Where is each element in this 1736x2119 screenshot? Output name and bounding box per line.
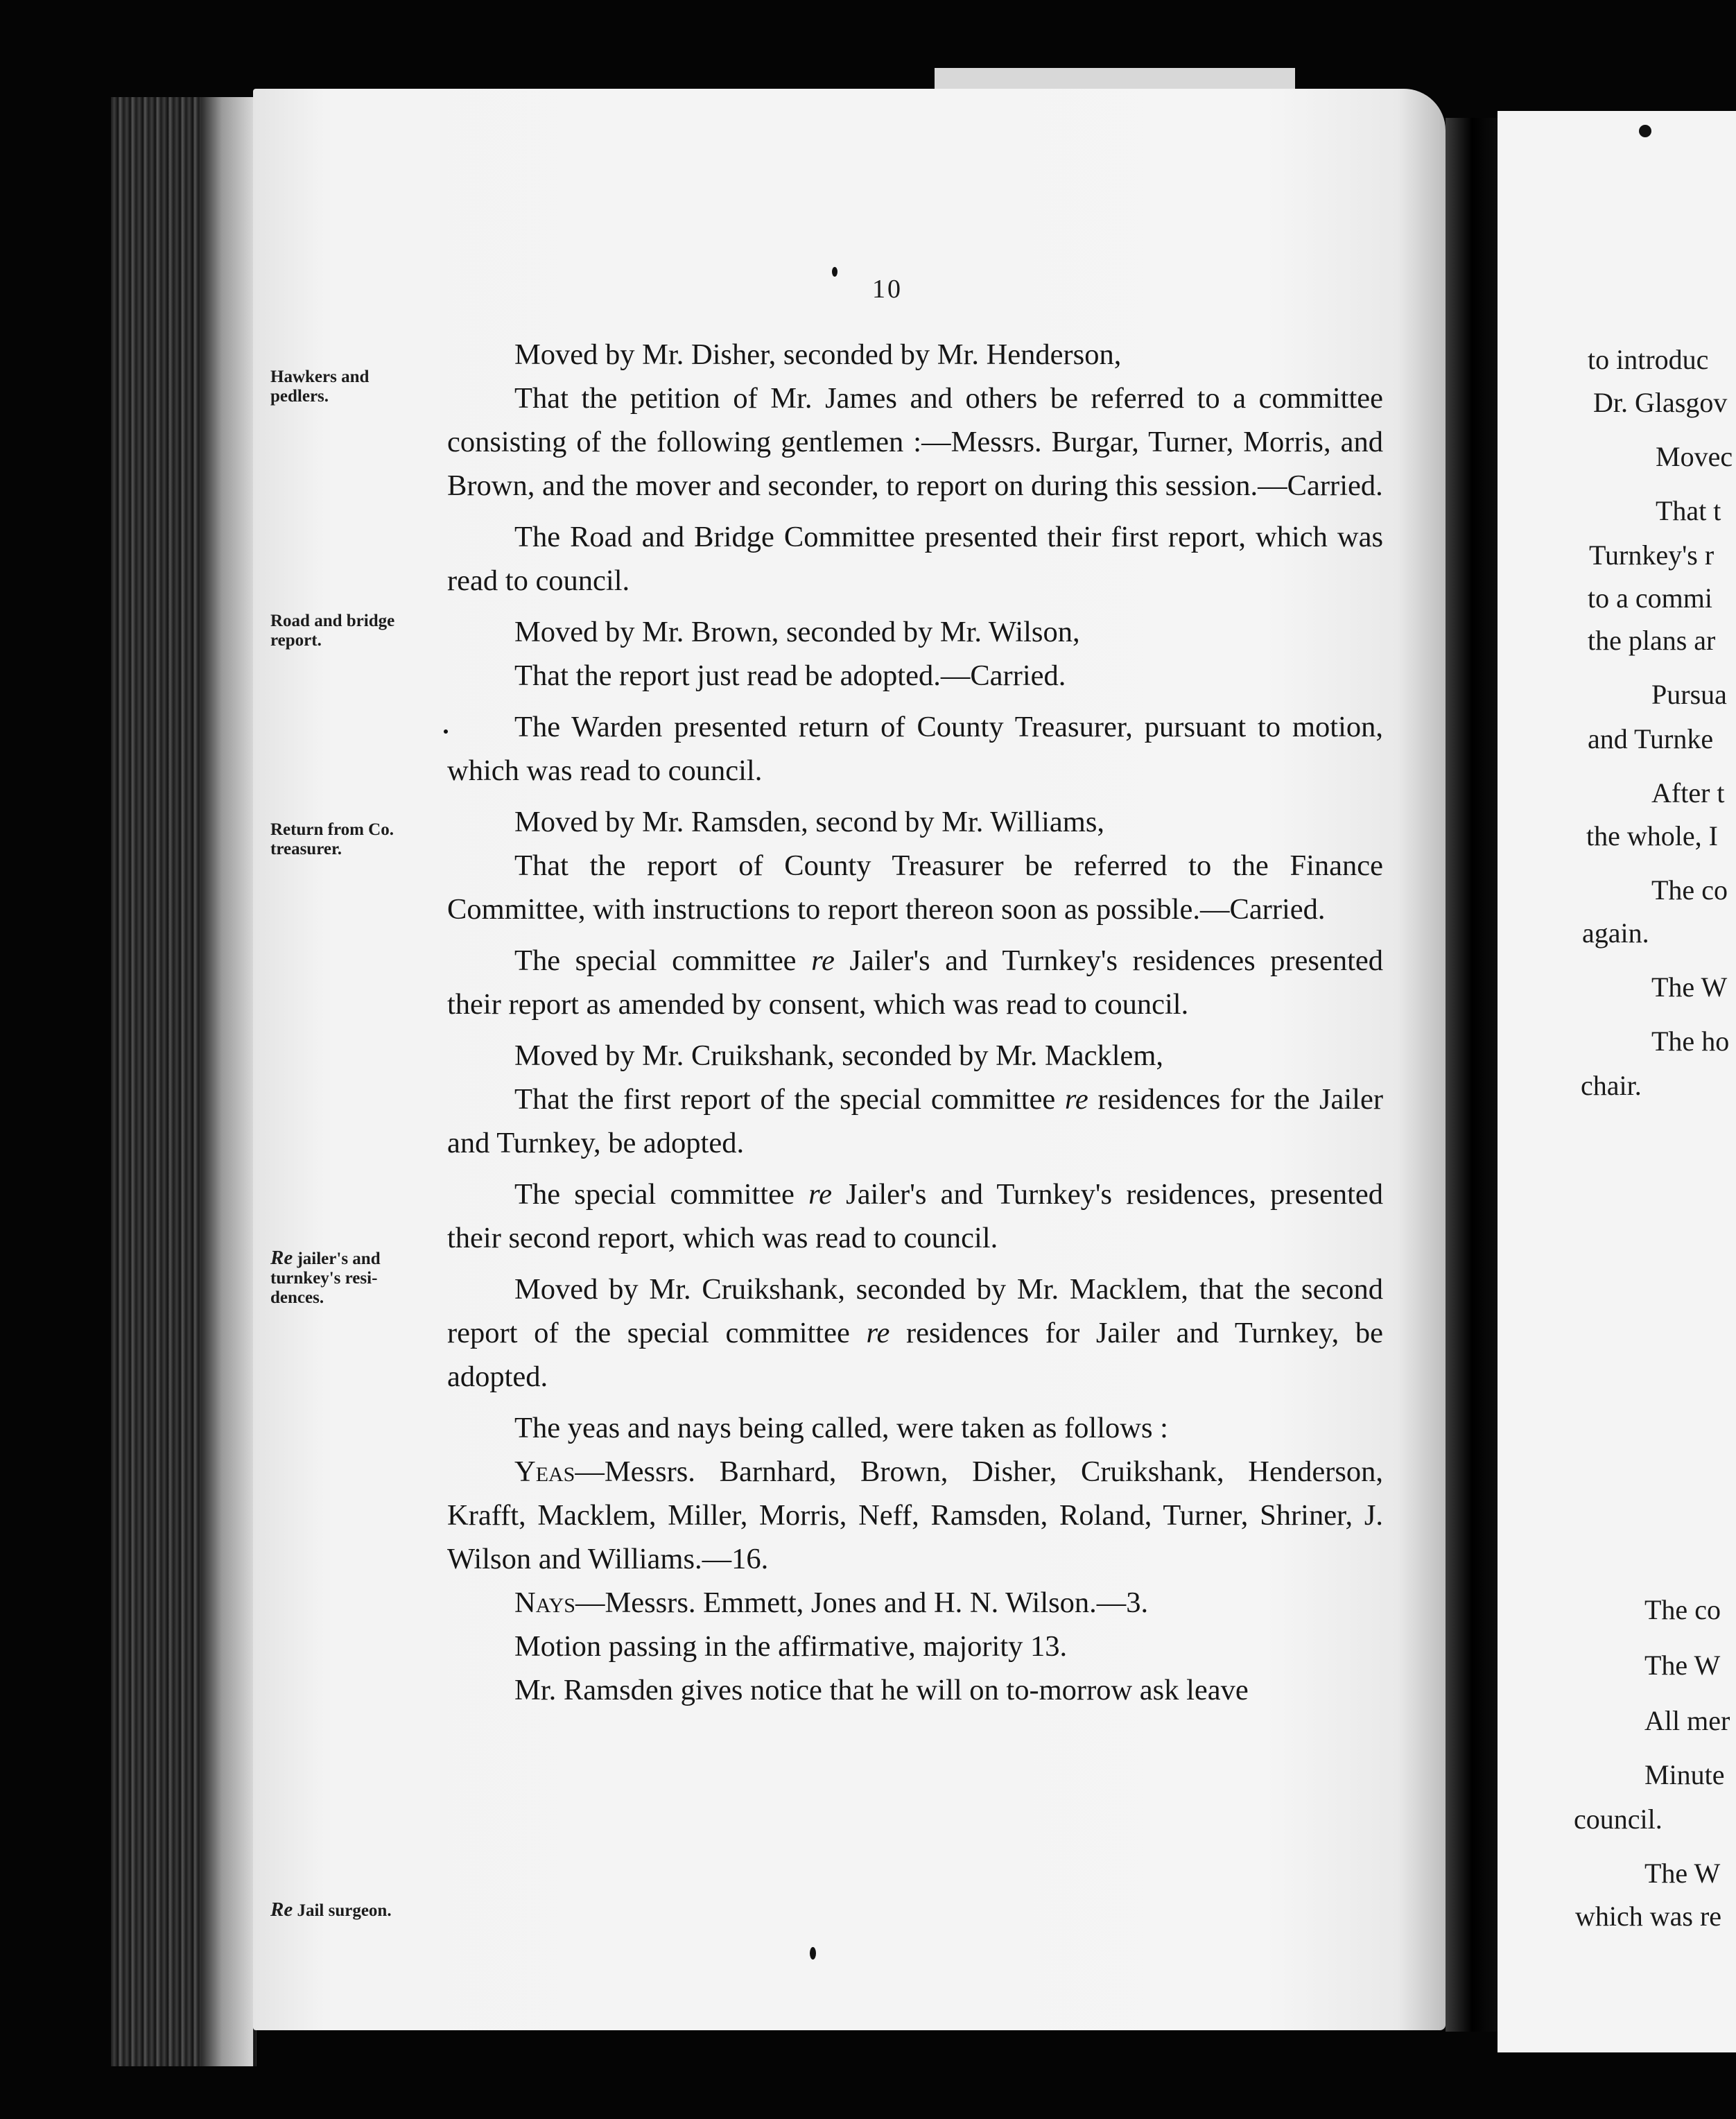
facing-page — [1498, 111, 1736, 2052]
facing-line: Minute — [1644, 1759, 1725, 1790]
scan-speck — [1639, 125, 1651, 137]
margin-note-treasurer — [270, 820, 440, 859]
margin-note-lead: Re — [270, 1247, 293, 1269]
facing-line: the plans ar — [1588, 625, 1716, 656]
margin-note-line: pedlers. — [270, 387, 329, 406]
margin-note-jail-surgeon — [270, 1900, 440, 1921]
margin-note-line: jailer's and — [297, 1249, 381, 1268]
re-abbreviation: re — [808, 1178, 832, 1211]
nays-label: Nays — [514, 1586, 575, 1619]
scan-speck — [444, 729, 448, 734]
paragraph: That the report just read be adopted.—Carried. — [514, 659, 1066, 692]
margin-note-hawkers — [270, 367, 440, 406]
page-body — [447, 333, 1383, 1712]
margin-note-line: dences. — [270, 1288, 324, 1307]
paragraph: Moved by Mr. Cruikshank, seconded by Mr. Macklem, — [514, 1039, 1164, 1072]
facing-line: The co — [1651, 874, 1728, 906]
paragraph: Mr. Ramsden gives notice that he will on to-morrow ask leave — [514, 1674, 1249, 1706]
margin-note-road-bridge — [270, 612, 440, 650]
facing-line: again. — [1582, 917, 1649, 949]
paragraph: The yeas and nays being called, were taken as follows : — [514, 1412, 1168, 1444]
margin-note-line: treasurer. — [270, 840, 342, 858]
paragraph: Motion passing in the affirmative, majority 13. — [514, 1630, 1068, 1663]
paragraph: Moved by Mr. Ramsden, second by Mr. Williams, — [514, 806, 1104, 838]
facing-line: Turnkey's r — [1589, 539, 1715, 571]
facing-line: Movec — [1656, 441, 1733, 472]
facing-line: the whole, I — [1586, 820, 1718, 851]
paragraph: Moved by Mr. Cruikshank, seconded by Mr. Macklem, that the second report of the special committee re residences for Jailer and Turnkey, be adopted. — [447, 1273, 1383, 1393]
paragraph: That the report of County Treasurer be referred to the Finance Committee, with instructions to report thereon soon as possible.—Carried. — [447, 849, 1383, 926]
paragraph: The special committee re Jailer's and Turnkey's residences, presented their second report, which was read to council. — [447, 1178, 1383, 1254]
yeas-paragraph: Yeas—Messrs. Barnhard, Brown, Disher, Cruikshank, Henderson, Krafft, Macklem, Miller, Morris, Neff, Ramsden, Roland, Turner, Shriner, J. Wilson and Williams.—16. — [447, 1455, 1383, 1575]
paragraph: That the petition of Mr. James and others be referred to a committee consisting of the following gentlemen :—Messrs. Burgar, Turner, Morris, and Brown, and the mover and seconder, to report on during this session.—Carried. — [447, 382, 1383, 502]
margin-note-line: Hawkers and — [270, 367, 370, 386]
margin-note-line: Jail surgeon. — [297, 1901, 392, 1920]
facing-line: The W — [1644, 1650, 1721, 1681]
nays-paragraph: Nays—Messrs. Emmett, Jones and H. N. Wilson.—3. — [514, 1586, 1149, 1619]
paragraph: Moved by Mr. Brown, seconded by Mr. Wilson, — [514, 616, 1080, 648]
margin-note-line: Return from Co. — [270, 820, 394, 839]
facing-line: The W — [1651, 971, 1728, 1003]
facing-line: to introduc — [1588, 344, 1709, 375]
facing-line: Pursua — [1651, 679, 1727, 710]
paragraph: Moved by Mr. Disher, seconded by Mr. Henderson, — [514, 338, 1122, 371]
facing-line: Dr. Glasgov — [1593, 387, 1728, 418]
re-abbreviation: re — [811, 944, 835, 977]
paragraph: The Warden presented return of County Treasurer, pursuant to motion, which was read to council. — [447, 711, 1383, 787]
facing-line: The co — [1644, 1594, 1721, 1625]
facing-line: chair. — [1581, 1070, 1642, 1101]
facing-line: That t — [1656, 495, 1721, 526]
facing-line: which was re — [1575, 1901, 1722, 1932]
paragraph: The special committee re Jailer's and Turnkey's residences presented their report as amended by consent, which was read to council. — [447, 944, 1383, 1021]
scan-speck — [832, 267, 837, 277]
page-number: 10 — [872, 275, 903, 304]
margin-note-line: turnkey's resi- — [270, 1269, 378, 1288]
scan-speck — [810, 1947, 816, 1960]
facing-line: council. — [1574, 1804, 1663, 1835]
page-stack-edge — [201, 97, 253, 2066]
facing-line: and Turnke — [1588, 723, 1714, 754]
facing-line: All mer — [1644, 1705, 1730, 1736]
margin-note-line: report. — [270, 631, 322, 650]
margin-note-line: Road and bridge — [270, 612, 395, 630]
re-abbreviation: re — [866, 1317, 890, 1349]
margin-note-residences — [270, 1248, 440, 1308]
re-abbreviation: re — [1064, 1083, 1088, 1116]
facing-line: After t — [1651, 777, 1725, 808]
facing-line: The ho — [1651, 1026, 1730, 1057]
paragraph: That the first report of the special committee re residences for the Jailer and Turnkey, be adopted. — [447, 1083, 1383, 1159]
yeas-label: Yeas — [514, 1455, 575, 1488]
paragraph: The Road and Bridge Committee presented their first report, which was read to council. — [447, 521, 1383, 597]
facing-line: to a commi — [1588, 582, 1712, 614]
margin-note-lead: Re — [270, 1899, 293, 1921]
facing-line: The W — [1644, 1858, 1721, 1889]
book-gutter — [1446, 118, 1504, 2032]
